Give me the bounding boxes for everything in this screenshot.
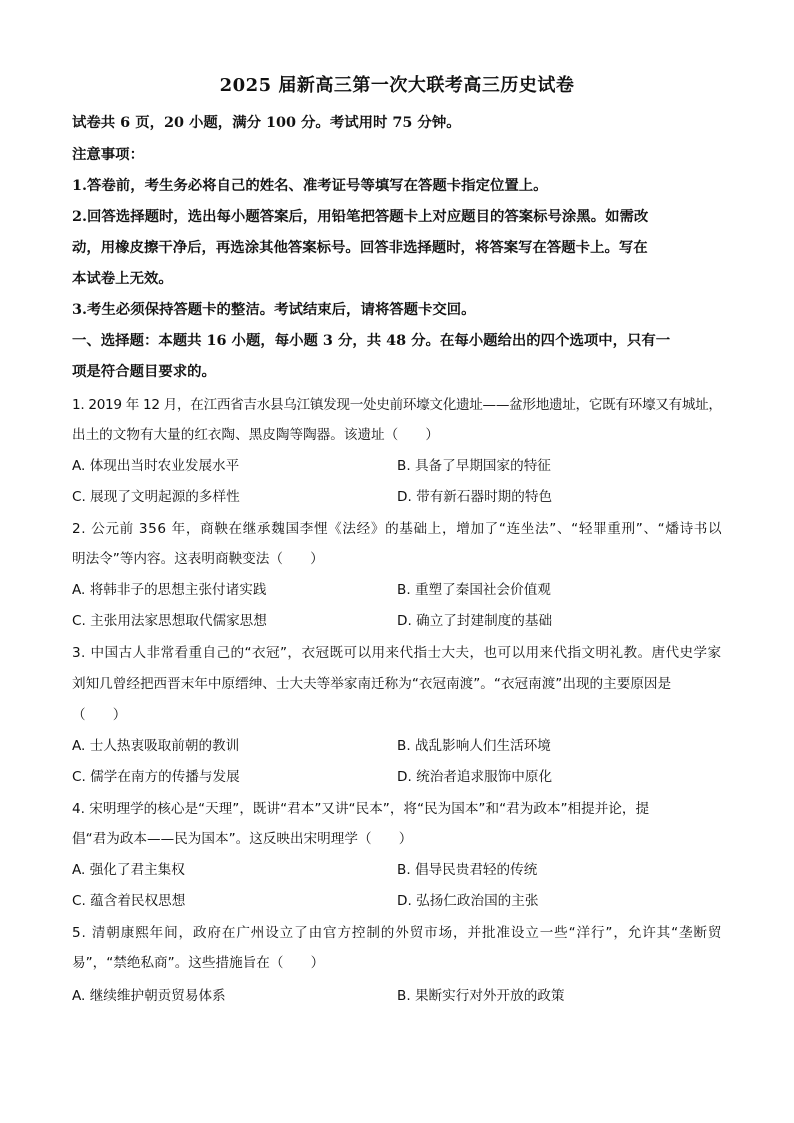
- section-heading-line-2: 项是符合题目要求的。: [72, 363, 216, 380]
- question-1-option-d: D. 带有新石器时期的特色: [397, 489, 553, 505]
- question-4-option-b: B. 倡导民贵君轻的传统: [397, 862, 538, 878]
- section-heading-line-1: 一、选择题：本题共 16 小题，每小题 3 分，共 48 分。在每小题给出的四个选项中，只有一: [72, 332, 671, 349]
- question-5-option-a: A. 继续维护朝贡贸易体系: [72, 988, 226, 1004]
- question-5-stem-line-2: 易”，“禁绝私商”。这些措施旨在（ ）: [72, 955, 325, 971]
- question-1-option-b: B. 具备了早期国家的特征: [397, 458, 551, 474]
- question-3-stem-line-3: （ ）: [72, 707, 127, 723]
- notice-item-2-line-3: 本试卷上无效。: [72, 270, 173, 287]
- question-3-option-d: D. 统治者追求服饰中原化: [397, 769, 553, 785]
- question-3-option-c: C. 儒学在南方的传播与发展: [72, 769, 240, 785]
- question-3-option-b: B. 战乱影响人们生活环境: [397, 738, 551, 754]
- question-5-stem-line-1: 5. 清朝康熙年间，政府在广州设立了由官方控制的外贸市场，并批准设立一些“洋行”，允许其“垄断贸: [72, 925, 723, 941]
- question-2-stem-line-2: 明法令”等内容。这表明商鞅变法（ ）: [72, 551, 324, 567]
- notice-heading: 注意事项：: [72, 146, 144, 163]
- notice-item-1: 1.答卷前，考生务必将自己的姓名、准考证号等填写在答题卡指定位置上。: [72, 177, 548, 194]
- question-2-option-d: D. 确立了封建制度的基础: [397, 613, 553, 629]
- question-1-option-c: C. 展现了文明起源的多样性: [72, 489, 240, 505]
- question-3-stem-line-1: 3. 中国古人非常看重自己的“衣冠”，衣冠既可以用来代指士大夫，也可以用来代指文明礼教。唐代史学家: [72, 645, 722, 661]
- question-2-option-b: B. 重塑了秦国社会价值观: [397, 582, 551, 598]
- question-1-option-a: A. 体现出当时农业发展水平: [72, 458, 240, 474]
- question-4-option-c: C. 蕴含着民权思想: [72, 893, 186, 909]
- question-4-option-a: A. 强化了君主集权: [72, 862, 185, 878]
- notice-item-3: 3.考生必须保持答题卡的整洁。考试结束后，请将答题卡交回。: [72, 301, 476, 318]
- question-3-option-a: A. 士人热衷吸取前朝的教训: [72, 738, 240, 754]
- question-4-option-d: D. 弘扬仁政治国的主张: [397, 893, 539, 909]
- question-4-stem-line-1: 4. 宋明理学的核心是“天理”，既讲“君本”又讲“民本”，将“民为国本”和“君为政本”相提并论，提: [72, 801, 650, 817]
- question-4-stem-line-2: 倡“君为政本——民为国本”。这反映出宋明理学（ ）: [72, 831, 413, 847]
- question-2-option-a: A. 将韩非子的思想主张付诸实践: [72, 582, 267, 598]
- question-2-option-c: C. 主张用法家思想取代儒家思想: [72, 613, 267, 629]
- question-5-option-b: B. 果断实行对外开放的政策: [397, 988, 565, 1004]
- question-3-stem-line-2: 刘知几曾经把西晋末年中原缙绅、士大夫等举家南迁称为“衣冠南渡”。“衣冠南渡”出现的主要原因是: [72, 676, 672, 692]
- question-1-stem-line-2: 出土的文物有大量的红衣陶、黑皮陶等陶器。该遗址（ ）: [72, 427, 440, 443]
- notice-item-2-line-2: 动，用橡皮擦干净后，再选涂其他答案标号。回答非选择题时，将答案写在答题卡上。写在: [72, 239, 648, 256]
- exam-info-line: 试卷共 6 页，20 小题，满分 100 分。考试用时 75 分钟。: [72, 114, 461, 131]
- notice-item-2-line-1: 2.回答选择题时，选出每小题答案后，用铅笔把答题卡上对应题目的答案标号涂黑。如需改: [72, 208, 649, 225]
- exam-title: 2025 届新高三第一次大联考高三历史试卷: [219, 75, 575, 96]
- question-1-stem-line-1: 1. 2019 年 12 月，在江西省吉水县乌江镇发现一处史前环壕文化遗址——盆形地遗址，它既有环壕又有城址，: [72, 397, 722, 413]
- question-2-stem-line-1: 2. 公元前 356 年，商鞅在继承魏国李悝《法经》的基础上，增加了“连坐法”、“轻罪重刑”、“燔诗书以: [72, 521, 723, 537]
